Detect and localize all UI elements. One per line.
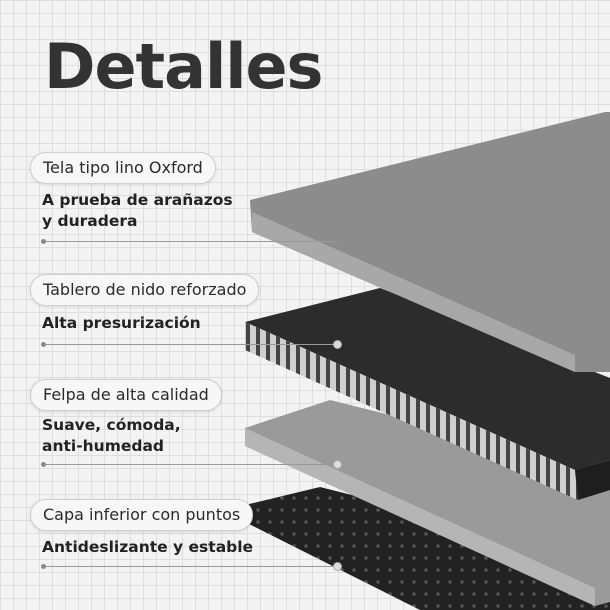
callout-line: [43, 464, 336, 465]
feature-desc-plush-felt: [42, 415, 181, 457]
desc-line: Alta presurización: [42, 314, 201, 332]
desc-line: Antideslizante y estable: [42, 538, 254, 556]
desc-line: y duradera: [42, 212, 138, 230]
callout-dot: [333, 460, 342, 469]
feature-label-honeycomb-board: Tablero de nido reforzado: [30, 274, 259, 306]
feature-desc-honeycomb-board: [42, 313, 201, 334]
callout-line: [43, 566, 336, 567]
callout-line: [43, 344, 336, 345]
feature-label-dotted-base: Capa inferior con puntos: [30, 499, 253, 531]
feature-label-oxford-fabric: Tela tipo lino Oxford: [30, 152, 216, 184]
desc-line: anti-humedad: [42, 437, 165, 455]
desc-line: A prueba de arañazos: [42, 191, 233, 209]
callout-dot: [333, 562, 342, 571]
callout-dot: [333, 340, 342, 349]
callout-line: [43, 241, 338, 242]
feature-desc-oxford-fabric: [42, 190, 233, 232]
desc-line: Suave, cómoda,: [42, 416, 181, 434]
feature-label-plush-felt: Felpa de alta calidad: [30, 379, 222, 411]
feature-desc-dotted-base: [42, 537, 253, 558]
page-title: Detalles: [44, 30, 323, 103]
